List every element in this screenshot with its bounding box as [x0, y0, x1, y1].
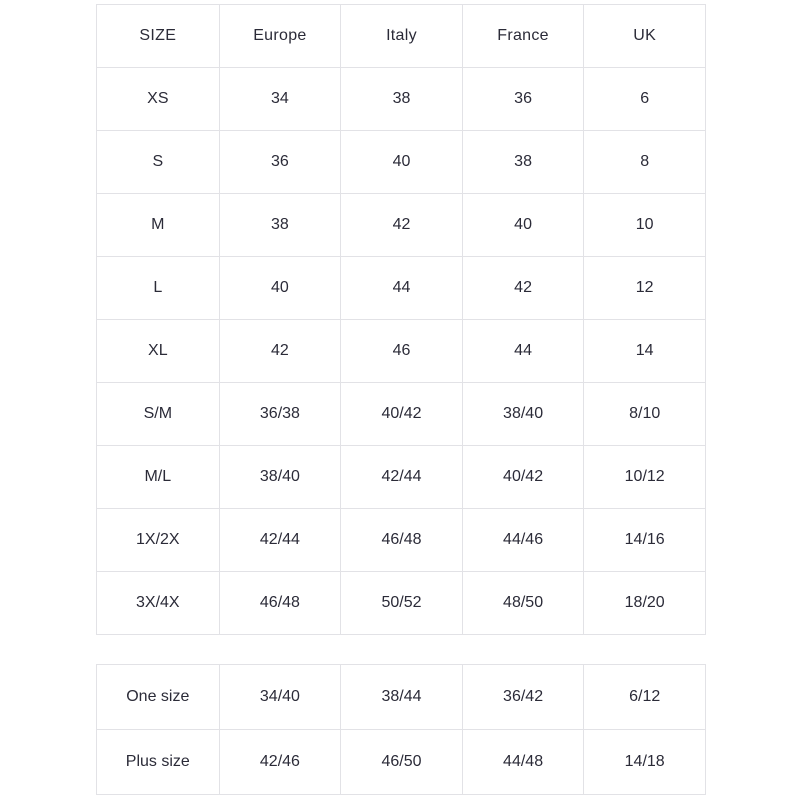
row-label: XS [97, 68, 220, 131]
cell-europe: 36 [219, 131, 341, 194]
cell-uk: 10/12 [584, 446, 706, 509]
cell-uk: 10 [584, 194, 706, 257]
table-row [97, 320, 706, 383]
cell-uk: 6/12 [584, 665, 706, 730]
cell-italy: 46 [341, 320, 463, 383]
cell-france: 44 [462, 320, 584, 383]
cell-italy: 44 [341, 257, 463, 320]
row-label: One size [97, 665, 220, 730]
cell-europe: 46/48 [219, 572, 341, 635]
column-header-france: France [462, 5, 584, 68]
table-row [97, 257, 706, 320]
cell-italy: 46/48 [341, 509, 463, 572]
secondary-size-table-wrapper [96, 664, 706, 795]
cell-uk: 14 [584, 320, 706, 383]
cell-europe: 34 [219, 68, 341, 131]
cell-france: 44/48 [462, 730, 584, 795]
cell-italy: 42 [341, 194, 463, 257]
row-label: S [97, 131, 220, 194]
cell-france: 42 [462, 257, 584, 320]
primary-size-table-wrapper [96, 4, 706, 635]
table-row [97, 572, 706, 635]
cell-uk: 14/18 [584, 730, 706, 795]
cell-uk: 14/16 [584, 509, 706, 572]
column-header-uk: UK [584, 5, 706, 68]
table-header [97, 5, 706, 68]
cell-uk: 18/20 [584, 572, 706, 635]
cell-france: 44/46 [462, 509, 584, 572]
table-row [97, 383, 706, 446]
cell-france: 38 [462, 131, 584, 194]
column-header-europe: Europe [219, 5, 341, 68]
row-label: S/M [97, 383, 220, 446]
cell-france: 36 [462, 68, 584, 131]
cell-italy: 46/50 [341, 730, 463, 795]
table-row [97, 68, 706, 131]
row-label: M/L [97, 446, 220, 509]
cell-europe: 40 [219, 257, 341, 320]
table-row [97, 446, 706, 509]
primary-size-table [96, 4, 706, 635]
cell-uk: 12 [584, 257, 706, 320]
table-row [97, 730, 706, 795]
row-label: 1X/2X [97, 509, 220, 572]
cell-italy: 42/44 [341, 446, 463, 509]
cell-europe: 42/44 [219, 509, 341, 572]
table-header-row [97, 5, 706, 68]
cell-europe: 38/40 [219, 446, 341, 509]
table-body [97, 68, 706, 635]
cell-france: 40 [462, 194, 584, 257]
table-row [97, 665, 706, 730]
column-header-size: SIZE [97, 5, 220, 68]
cell-europe: 36/38 [219, 383, 341, 446]
cell-europe: 42/46 [219, 730, 341, 795]
cell-europe: 34/40 [219, 665, 341, 730]
row-label: XL [97, 320, 220, 383]
cell-france: 48/50 [462, 572, 584, 635]
cell-italy: 40 [341, 131, 463, 194]
cell-italy: 38 [341, 68, 463, 131]
row-label: M [97, 194, 220, 257]
cell-italy: 40/42 [341, 383, 463, 446]
row-label: L [97, 257, 220, 320]
table-row [97, 194, 706, 257]
cell-uk: 6 [584, 68, 706, 131]
cell-france: 36/42 [462, 665, 584, 730]
cell-europe: 38 [219, 194, 341, 257]
cell-italy: 38/44 [341, 665, 463, 730]
cell-uk: 8 [584, 131, 706, 194]
column-header-italy: Italy [341, 5, 463, 68]
table-row [97, 509, 706, 572]
cell-europe: 42 [219, 320, 341, 383]
table-body [97, 665, 706, 795]
row-label: Plus size [97, 730, 220, 795]
cell-france: 40/42 [462, 446, 584, 509]
table-row [97, 131, 706, 194]
cell-italy: 50/52 [341, 572, 463, 635]
cell-france: 38/40 [462, 383, 584, 446]
row-label: 3X/4X [97, 572, 220, 635]
cell-uk: 8/10 [584, 383, 706, 446]
secondary-size-table [96, 664, 706, 795]
